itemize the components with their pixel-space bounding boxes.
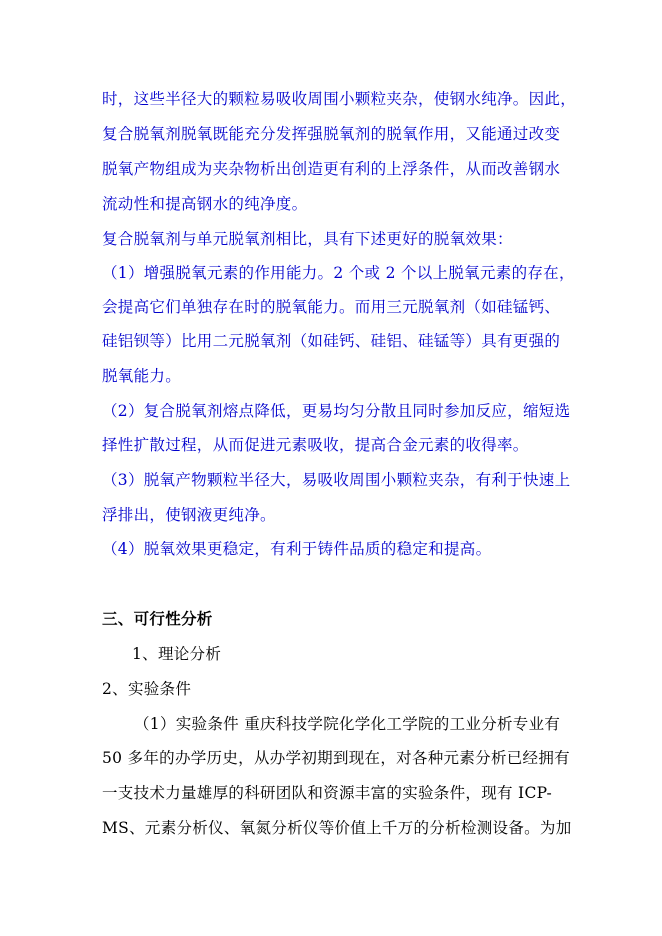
section-heading: 三、可行性分析	[102, 610, 213, 628]
effect-line-9: （4）脱氧效果更稳定，有利于铸件品质的稳定和提高。	[102, 540, 492, 558]
intro-line-4: 流动性和提高钢水的纯净度。	[102, 195, 308, 213]
effect-line-5: （2）复合脱氧剂熔点降低，更易均匀分散且同时参加反应，缩短选	[102, 402, 571, 420]
subheading-experiment: 2、实验条件	[102, 680, 192, 698]
effect-line-4: 脱氧能力。	[102, 367, 182, 385]
intro-line-2: 复合脱氧剂脱氧既能充分发挥强脱氧剂的脱氧作用，又能通过改变	[102, 125, 561, 143]
effect-line-8: 浮排出，使钢液更纯净。	[102, 506, 276, 524]
body-line-1: （1）实验条件 重庆科技学院化学化工学院的工业分析专业有	[134, 715, 561, 733]
subheading-theory: 1、理论分析	[132, 645, 222, 663]
intro-line-5: 复合脱氧剂与单元脱氧剂相比，具有下述更好的脱氧效果：	[102, 230, 513, 248]
effect-line-6: 择性扩散过程，从而促进元素吸收，提高合金元素的收得率。	[102, 436, 529, 454]
effect-line-2: 会提高它们单独存在时的脱氧能力。而用三元脱氧剂（如硅锰钙、	[102, 298, 561, 316]
effect-line-3: 硅铝钡等）比用二元脱氧剂（如硅钙、硅铝、硅锰等）具有更强的	[102, 332, 561, 350]
intro-line-3: 脱氧产物组成为夹杂物析出创造更有利的上浮条件，从而改善钢水	[102, 160, 561, 178]
body-line-4: MS、元素分析仪、氧氮分析仪等价值上千万的分析检测设备。为加	[102, 819, 572, 837]
body-line-3: 一支技术力量雄厚的科研团队和资源丰富的实验条件，现有 ICP-	[102, 784, 553, 802]
intro-line-1: 时，这些半径大的颗粒易吸收周围小颗粒夹杂，使钢水纯净。因此，	[102, 90, 577, 108]
effect-line-7: （3）脱氧产物颗粒半径大，易吸收周围小颗粒夹杂，有利于快速上	[102, 471, 571, 489]
body-line-2: 50 多年的办学历史，从办学初期到现在，对各种元素分析已经拥有	[102, 749, 570, 767]
effect-line-1: （1）增强脱氧元素的作用能力。2 个或 2 个以上脱氧元素的存在，	[102, 264, 575, 282]
